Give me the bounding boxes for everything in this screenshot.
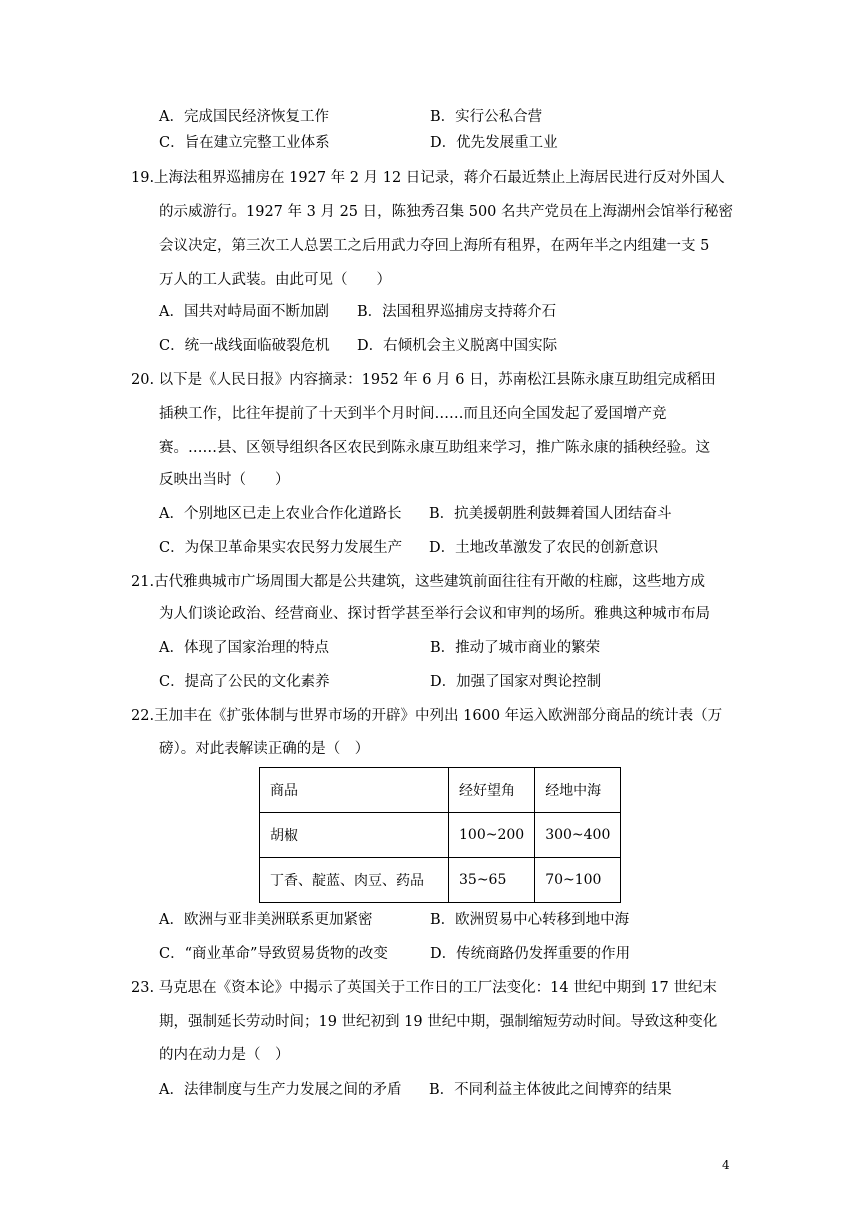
q19-stem-line: 19.上海法租界巡捕房在 1927 年 2 月 12 日记录，蒋介石最近禁止上海居民进行反对外国人 bbox=[131, 170, 725, 186]
table-header-cell: 经好望角 bbox=[449, 768, 535, 813]
q20-option-c: C．为保卫革命果实农民努力发展生产 bbox=[159, 540, 403, 556]
q18-option-a: A．完成国民经济恢复工作 bbox=[159, 109, 329, 125]
q23-stem-line: 的内在动力是（ ） bbox=[159, 1047, 290, 1063]
q20-option-d: D．土地改革激发了农民的创新意识 bbox=[429, 540, 659, 556]
q20-stem-line: 赛。……县、区领导组织各区农民到陈永康互助组来学习，推广陈永康的插秧经验。这 bbox=[159, 440, 710, 456]
q20-option-b: B．抗美援朝胜利鼓舞着国人团结奋斗 bbox=[429, 506, 672, 522]
q21-option-a: A．体现了国家治理的特点 bbox=[159, 640, 329, 656]
page-number: 4 bbox=[722, 1158, 730, 1172]
q20-option-a: A．个别地区已走上农业合作化道路长 bbox=[159, 506, 402, 522]
q19-option-d: D．右倾机会主义脱离中国实际 bbox=[357, 338, 558, 354]
q19-stem-line: 万人的工人武装。由此可见（ ） bbox=[159, 272, 391, 288]
q19-stem-line: 的示威游行。1927 年 3 月 25 日，陈独秀召集 500 名共产党员在上海湖州会馆举行秘密 bbox=[159, 204, 734, 220]
table-header-cell: 经地中海 bbox=[535, 768, 621, 813]
table-row bbox=[260, 813, 621, 858]
q22-option-d: D．传统商路仍发挥重要的作用 bbox=[430, 946, 631, 962]
q21-stem-line: 21.古代雅典城市广场周围大都是公共建筑，这些建筑前面往往有开敞的柱廊，这些地方成 bbox=[131, 574, 706, 590]
q21-option-d: D．加强了国家对舆论控制 bbox=[430, 674, 602, 690]
q20-stem-line: 反映出当时（ ） bbox=[159, 472, 290, 488]
q19-option-a: A．国共对峙局面不断加剧 bbox=[159, 304, 329, 320]
q20-stem-line: 20. 以下是《人民日报》内容摘录：1952 年 6 月 6 日，苏南松江县陈永康互助组完成稻田 bbox=[131, 372, 716, 388]
q23-stem-line: 23. 马克思在《资本论》中揭示了英国关于工作日的工厂法变化：14 世纪中期到 17 世纪末 bbox=[131, 980, 717, 996]
q21-option-c: C．提高了公民的文化素养 bbox=[159, 674, 330, 690]
goods-table bbox=[259, 767, 621, 903]
q21-stem-line: 为人们谈论政治、经营商业、探讨哲学甚至举行会议和审判的场所。雅典这种城市布局 bbox=[159, 606, 710, 622]
table-header-cell: 商品 bbox=[260, 768, 449, 813]
table-cell: 35~65 bbox=[449, 858, 535, 903]
table-cell: 70~100 bbox=[535, 858, 621, 903]
table-cell: 300~400 bbox=[535, 813, 621, 858]
table-cell: 胡椒 bbox=[260, 813, 449, 858]
q19-option-b: B．法国租界巡捕房支持蒋介石 bbox=[357, 304, 557, 320]
table-header-row bbox=[260, 768, 621, 813]
table-cell: 丁香、靛蓝、肉豆、药品 bbox=[260, 858, 449, 903]
q19-stem-line: 会议决定，第三次工人总罢工之后用武力夺回上海所有租界，在两年半之内组建一支 5 bbox=[159, 238, 710, 254]
q23-option-a: A．法律制度与生产力发展之间的矛盾 bbox=[159, 1082, 402, 1098]
q22-option-b: B．欧洲贸易中心转移到地中海 bbox=[430, 912, 630, 928]
q22-option-c: C．“商业革命”导致贸易货物的改变 bbox=[159, 946, 388, 962]
q22-stem-line: 磅）。对此表解读正确的是（ ） bbox=[159, 741, 370, 757]
q23-stem-line: 期，强制延长劳动时间；19 世纪初到 19 世纪中期，强制缩短劳动时间。导致这种变化 bbox=[159, 1014, 718, 1030]
q20-stem-line: 插秧工作，比往年提前了十天到半个月时间……而且还向全国发起了爱国增产竞 bbox=[159, 406, 667, 422]
q18-option-d: D．优先发展重工业 bbox=[430, 135, 558, 151]
q22-stem-line: 22.王加丰在《扩张体制与世界市场的开辟》中列出 1600 年运入欧洲部分商品的统计表（万 bbox=[131, 708, 723, 724]
q19-option-c: C．统一战线面临破裂危机 bbox=[159, 338, 330, 354]
q18-option-b: B．实行公私合营 bbox=[430, 109, 543, 125]
q23-option-b: B．不同利益主体彼此之间博弈的结果 bbox=[429, 1082, 672, 1098]
q18-option-c: C．旨在建立完整工业体系 bbox=[159, 135, 330, 151]
q21-option-b: B．推动了城市商业的繁荣 bbox=[430, 640, 601, 656]
table-cell: 100~200 bbox=[449, 813, 535, 858]
table-row bbox=[260, 858, 621, 903]
q22-option-a: A．欧洲与亚非美洲联系更加紧密 bbox=[159, 912, 373, 928]
